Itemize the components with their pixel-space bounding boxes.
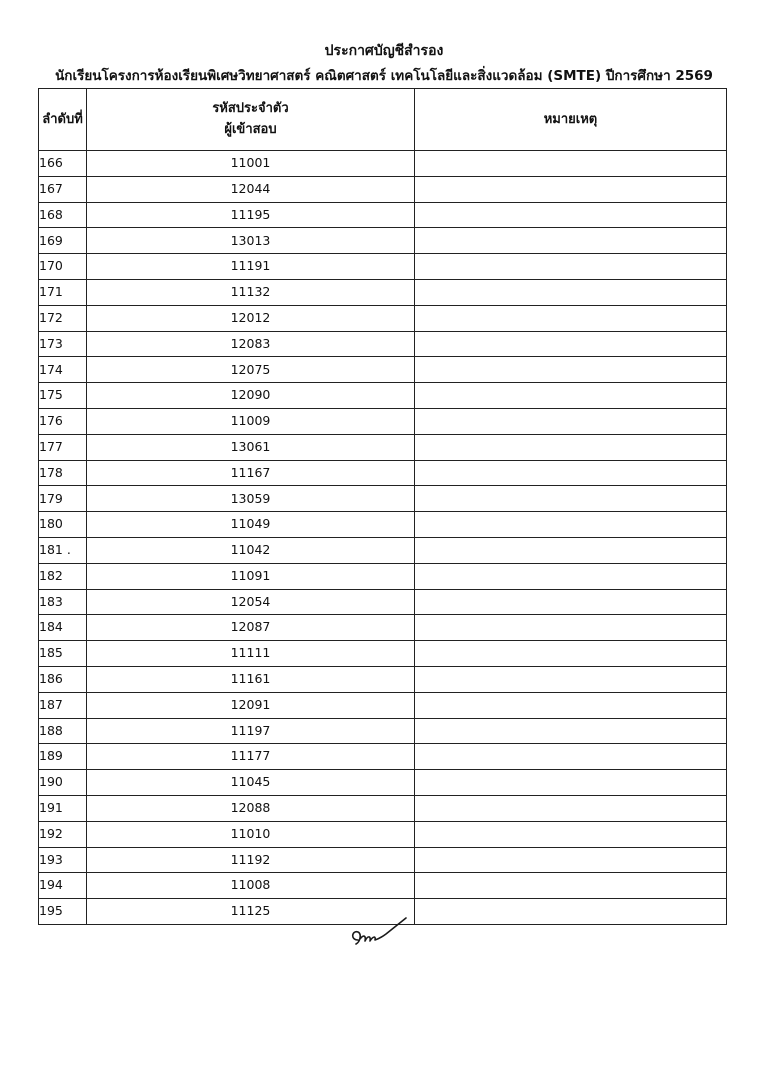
remark-cell xyxy=(415,666,727,692)
remark-cell xyxy=(415,331,727,357)
order-cell: 177 xyxy=(39,434,87,460)
exam-code-cell: 11045 xyxy=(87,770,415,796)
order-cell: 181 . xyxy=(39,537,87,563)
order-cell: 186 xyxy=(39,666,87,692)
exam-code-cell: 12088 xyxy=(87,795,415,821)
order-cell: 178 xyxy=(39,460,87,486)
remark-cell xyxy=(415,486,727,512)
exam-code-cell: 12090 xyxy=(87,383,415,409)
table-row xyxy=(39,666,727,692)
exam-code-cell: 12054 xyxy=(87,589,415,615)
table-row xyxy=(39,305,727,331)
remark-cell xyxy=(415,305,727,331)
exam-code-cell: 12091 xyxy=(87,692,415,718)
exam-code-cell: 12012 xyxy=(87,305,415,331)
table-row xyxy=(39,563,727,589)
table-row xyxy=(39,331,727,357)
table-row xyxy=(39,383,727,409)
table-row xyxy=(39,460,727,486)
exam-code-cell: 11008 xyxy=(87,873,415,899)
reserve-list-table xyxy=(38,88,727,925)
order-cell: 174 xyxy=(39,357,87,383)
header-exam-code xyxy=(87,89,415,151)
remark-cell xyxy=(415,744,727,770)
order-cell: 184 xyxy=(39,615,87,641)
order-cell: 185 xyxy=(39,641,87,667)
order-cell: 187 xyxy=(39,692,87,718)
exam-code-cell: 11049 xyxy=(87,512,415,538)
table-row xyxy=(39,847,727,873)
table-row xyxy=(39,434,727,460)
table-row xyxy=(39,615,727,641)
table-row xyxy=(39,821,727,847)
exam-code-cell: 11161 xyxy=(87,666,415,692)
table-row xyxy=(39,795,727,821)
table-row xyxy=(39,486,727,512)
header-exam-code-line2: ผู้เข้าสอบ xyxy=(224,121,277,137)
exam-code-cell: 11132 xyxy=(87,279,415,305)
table-row xyxy=(39,176,727,202)
exam-code-cell: 11009 xyxy=(87,408,415,434)
order-cell: 175 xyxy=(39,383,87,409)
order-cell: 191 xyxy=(39,795,87,821)
remark-cell xyxy=(415,821,727,847)
handwritten-signature xyxy=(348,906,408,952)
exam-code-cell: 12087 xyxy=(87,615,415,641)
remark-cell xyxy=(415,537,727,563)
remark-cell xyxy=(415,770,727,796)
remark-cell xyxy=(415,847,727,873)
table-row xyxy=(39,202,727,228)
table-row xyxy=(39,357,727,383)
remark-cell xyxy=(415,176,727,202)
remark-cell xyxy=(415,795,727,821)
remark-cell xyxy=(415,151,727,177)
remark-cell xyxy=(415,383,727,409)
header-remark: หมายเหตุ xyxy=(415,89,727,151)
order-cell: 188 xyxy=(39,718,87,744)
exam-code-cell: 11125 xyxy=(87,899,415,925)
exam-code-cell: 11091 xyxy=(87,563,415,589)
order-cell: 172 xyxy=(39,305,87,331)
exam-code-cell: 12044 xyxy=(87,176,415,202)
table-row xyxy=(39,254,727,280)
order-cell: 168 xyxy=(39,202,87,228)
remark-cell xyxy=(415,408,727,434)
order-cell: 195 xyxy=(39,899,87,925)
order-cell: 167 xyxy=(39,176,87,202)
exam-code-cell: 11177 xyxy=(87,744,415,770)
order-cell: 176 xyxy=(39,408,87,434)
header-order: ลำดับที่ xyxy=(39,89,87,151)
table-row xyxy=(39,408,727,434)
order-cell: 180 xyxy=(39,512,87,538)
remark-cell xyxy=(415,279,727,305)
exam-code-cell: 11191 xyxy=(87,254,415,280)
table-row xyxy=(39,873,727,899)
order-cell: 170 xyxy=(39,254,87,280)
table-row xyxy=(39,537,727,563)
order-cell: 192 xyxy=(39,821,87,847)
remark-cell xyxy=(415,589,727,615)
table-row xyxy=(39,589,727,615)
table-row xyxy=(39,718,727,744)
table-row xyxy=(39,279,727,305)
exam-code-cell: 11195 xyxy=(87,202,415,228)
exam-code-cell: 11111 xyxy=(87,641,415,667)
remark-cell xyxy=(415,718,727,744)
exam-code-cell: 13061 xyxy=(87,434,415,460)
remark-cell xyxy=(415,873,727,899)
order-cell: 169 xyxy=(39,228,87,254)
order-cell: 166 xyxy=(39,151,87,177)
remark-cell xyxy=(415,254,727,280)
table-row xyxy=(39,512,727,538)
table-row xyxy=(39,151,727,177)
exam-code-cell: 12075 xyxy=(87,357,415,383)
order-cell: 193 xyxy=(39,847,87,873)
table-row xyxy=(39,228,727,254)
remark-cell xyxy=(415,357,727,383)
remark-cell xyxy=(415,434,727,460)
order-cell: 179 xyxy=(39,486,87,512)
exam-code-cell: 11042 xyxy=(87,537,415,563)
exam-code-cell: 11192 xyxy=(87,847,415,873)
remark-cell xyxy=(415,615,727,641)
remark-cell xyxy=(415,460,727,486)
exam-code-cell: 11010 xyxy=(87,821,415,847)
order-cell: 183 xyxy=(39,589,87,615)
order-cell: 171 xyxy=(39,279,87,305)
table-row xyxy=(39,770,727,796)
table-row xyxy=(39,692,727,718)
table-row xyxy=(39,641,727,667)
page-title: ประกาศบัญชีสำรอง xyxy=(324,43,444,59)
remark-cell xyxy=(415,641,727,667)
exam-code-cell: 11001 xyxy=(87,151,415,177)
remark-cell xyxy=(415,692,727,718)
exam-code-cell: 11197 xyxy=(87,718,415,744)
remark-cell xyxy=(415,202,727,228)
exam-code-cell: 11167 xyxy=(87,460,415,486)
order-cell: 189 xyxy=(39,744,87,770)
exam-code-cell: 13013 xyxy=(87,228,415,254)
header-exam-code-line1: รหัสประจำตัว xyxy=(212,101,289,117)
remark-cell xyxy=(415,899,727,925)
order-cell: 173 xyxy=(39,331,87,357)
page-subtitle: นักเรียนโครงการห้องเรียนพิเศษวิทยาศาสตร์ คณิตศาสตร์ เทคโนโลยีและสิ่งแวดล้อม (SMTE) ปีการศึกษา 2569 xyxy=(55,68,713,84)
exam-code-cell: 12083 xyxy=(87,331,415,357)
exam-code-cell: 13059 xyxy=(87,486,415,512)
order-cell: 190 xyxy=(39,770,87,796)
table-header-row xyxy=(39,89,727,151)
table-body xyxy=(39,151,727,925)
table-row xyxy=(39,744,727,770)
remark-cell xyxy=(415,512,727,538)
order-cell: 182 xyxy=(39,563,87,589)
order-cell: 194 xyxy=(39,873,87,899)
remark-cell xyxy=(415,228,727,254)
remark-cell xyxy=(415,563,727,589)
